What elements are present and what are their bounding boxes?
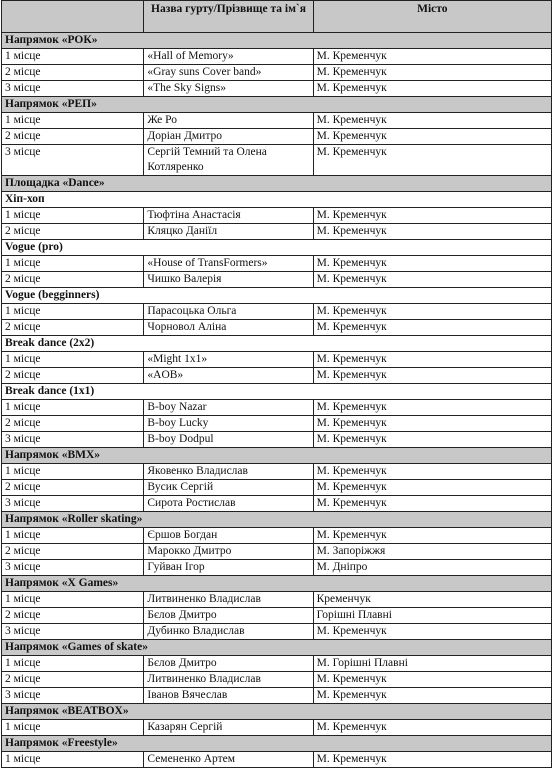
name-cell: Сергій Темний та Олена Котляренко xyxy=(144,145,313,176)
place-cell: 3 місце xyxy=(2,432,144,448)
section-header-row xyxy=(2,576,552,592)
section-title: Напрямок «Freestyle» xyxy=(2,736,552,752)
table-body xyxy=(2,33,552,768)
name-cell: Литвиненко Владислав xyxy=(144,672,313,688)
table-row xyxy=(2,752,552,768)
place-cell: 2 місце xyxy=(2,129,144,145)
place-cell: 2 місце xyxy=(2,416,144,432)
place-cell: 1 місце xyxy=(2,464,144,480)
name-cell: Казарян Сергій xyxy=(144,720,313,736)
subsection-header-row xyxy=(2,288,552,304)
table-row xyxy=(2,65,552,81)
place-cell: 2 місце xyxy=(2,368,144,384)
city-cell: М. Кременчук xyxy=(313,480,551,496)
subsection-title: Break dance (1x1) xyxy=(2,384,552,400)
table-row xyxy=(2,688,552,704)
city-cell: М. Кременчук xyxy=(313,624,551,640)
name-cell: «AOB» xyxy=(144,368,313,384)
table-row xyxy=(2,656,552,672)
city-cell: М. Кременчук xyxy=(313,752,551,768)
city-cell: М. Кременчук xyxy=(313,81,551,97)
section-header-row xyxy=(2,97,552,113)
place-cell: 2 місце xyxy=(2,272,144,288)
place-cell: 3 місце xyxy=(2,145,144,176)
table-row xyxy=(2,129,552,145)
city-cell: М. Кременчук xyxy=(313,672,551,688)
city-cell: М. Кременчук xyxy=(313,528,551,544)
name-cell: Чишко Валерія xyxy=(144,272,313,288)
table-row xyxy=(2,49,552,65)
name-cell: Литвиненко Владислав xyxy=(144,592,313,608)
name-cell: Гуйван Ігор xyxy=(144,560,313,576)
section-title: Напрямок «X Games» xyxy=(2,576,552,592)
name-cell: Кляцко Даніїл xyxy=(144,224,313,240)
name-cell: Доріан Дмитро xyxy=(144,129,313,145)
results-table xyxy=(1,0,552,768)
name-cell: Бєлов Дмитро xyxy=(144,608,313,624)
table-row xyxy=(2,464,552,480)
table-row xyxy=(2,624,552,640)
section-title: Напрямок «Roller skating» xyxy=(2,512,552,528)
name-cell: «Might 1x1» xyxy=(144,352,313,368)
place-cell: 2 місце xyxy=(2,544,144,560)
city-cell: М. Кременчук xyxy=(313,256,551,272)
header-row xyxy=(2,1,552,33)
table-row xyxy=(2,480,552,496)
table-row xyxy=(2,720,552,736)
name-cell: «Gray suns Cover band» xyxy=(144,65,313,81)
name-cell: Дубинко Владислав xyxy=(144,624,313,640)
section-header-row xyxy=(2,33,552,49)
table-row xyxy=(2,304,552,320)
place-cell: 3 місце xyxy=(2,624,144,640)
table-row xyxy=(2,528,552,544)
city-cell: М. Кременчук xyxy=(313,65,551,81)
place-cell: 1 місце xyxy=(2,352,144,368)
place-cell: 3 місце xyxy=(2,81,144,97)
name-cell: Марокко Дмитро xyxy=(144,544,313,560)
place-cell: 2 місце xyxy=(2,608,144,624)
table-row xyxy=(2,560,552,576)
name-cell: Же Ро xyxy=(144,113,313,129)
header-name: Назва гурту/Прізвище та ім`я xyxy=(144,1,313,33)
section-header-row xyxy=(2,704,552,720)
name-cell: Яковенко Владислав xyxy=(144,464,313,480)
city-cell: М. Кременчук xyxy=(313,113,551,129)
table-row xyxy=(2,224,552,240)
section-title: Напрямок «Games of skate» xyxy=(2,640,552,656)
name-cell: «The Sky Signs» xyxy=(144,81,313,97)
table-row xyxy=(2,81,552,97)
subsection-title: Vogue (pro) xyxy=(2,240,552,256)
table-row xyxy=(2,432,552,448)
table-row xyxy=(2,256,552,272)
place-cell: 3 місце xyxy=(2,560,144,576)
table-row xyxy=(2,368,552,384)
subsection-header-row xyxy=(2,384,552,400)
city-cell: М. Кременчук xyxy=(313,304,551,320)
name-cell: B-boy Dodpul xyxy=(144,432,313,448)
subsection-header-row xyxy=(2,336,552,352)
city-cell: М. Кременчук xyxy=(313,464,551,480)
table-row xyxy=(2,272,552,288)
city-cell: М. Кременчук xyxy=(313,400,551,416)
name-cell: Чорновол Аліна xyxy=(144,320,313,336)
place-cell: 2 місце xyxy=(2,65,144,81)
place-cell: 3 місце xyxy=(2,688,144,704)
name-cell: Тюфтіна Анастасія xyxy=(144,208,313,224)
name-cell: B-boy Lucky xyxy=(144,416,313,432)
subsection-title: Break dance (2x2) xyxy=(2,336,552,352)
city-cell: М. Кременчук xyxy=(313,432,551,448)
city-cell: М. Кременчук xyxy=(313,272,551,288)
header-city: Місто xyxy=(313,1,551,33)
place-cell: 2 місце xyxy=(2,224,144,240)
section-title: Напрямок «РОК» xyxy=(2,33,552,49)
city-cell: М. Кременчук xyxy=(313,145,551,176)
section-title: Напрямок «BMX» xyxy=(2,448,552,464)
subsection-title: Vogue (begginners) xyxy=(2,288,552,304)
name-cell: Бєлов Дмитро xyxy=(144,656,313,672)
city-cell: М. Запоріжжя xyxy=(313,544,551,560)
name-cell: Єршов Богдан xyxy=(144,528,313,544)
city-cell: М. Кременчук xyxy=(313,688,551,704)
city-cell: М. Дніпро xyxy=(313,560,551,576)
city-cell: М. Кременчук xyxy=(313,368,551,384)
place-cell: 1 місце xyxy=(2,752,144,768)
table-row xyxy=(2,672,552,688)
city-cell: М. Кременчук xyxy=(313,352,551,368)
section-title: Напрямок «РЕП» xyxy=(2,97,552,113)
place-cell: 1 місце xyxy=(2,304,144,320)
subsection-header-row xyxy=(2,192,552,208)
name-cell: Семененко Артем xyxy=(144,752,313,768)
city-cell: М. Горішні Плавні xyxy=(313,656,551,672)
subsection-header-row xyxy=(2,240,552,256)
place-cell: 2 місце xyxy=(2,320,144,336)
table-row xyxy=(2,320,552,336)
name-cell: Вусик Сергій xyxy=(144,480,313,496)
table-row xyxy=(2,145,552,176)
place-cell: 1 місце xyxy=(2,49,144,65)
table-row xyxy=(2,496,552,512)
table-row xyxy=(2,400,552,416)
table-row xyxy=(2,416,552,432)
place-cell: 1 місце xyxy=(2,113,144,129)
table-row xyxy=(2,208,552,224)
table-row xyxy=(2,113,552,129)
city-cell: Кременчук xyxy=(313,592,551,608)
place-cell: 1 місце xyxy=(2,208,144,224)
section-header-row xyxy=(2,736,552,752)
name-cell: Сирота Ростислав xyxy=(144,496,313,512)
header-place xyxy=(2,1,144,33)
place-cell: 2 місце xyxy=(2,480,144,496)
city-cell: М. Кременчук xyxy=(313,129,551,145)
name-cell: B-boy Nazar xyxy=(144,400,313,416)
section-header-row xyxy=(2,176,552,192)
section-title: Площадка «Dance» xyxy=(2,176,552,192)
table-row xyxy=(2,608,552,624)
table-row xyxy=(2,544,552,560)
city-cell: М. Кременчук xyxy=(313,49,551,65)
city-cell: М. Кременчук xyxy=(313,416,551,432)
city-cell: М. Кременчук xyxy=(313,320,551,336)
name-cell: «House of TransFormers» xyxy=(144,256,313,272)
city-cell: М. Кременчук xyxy=(313,224,551,240)
place-cell: 1 місце xyxy=(2,720,144,736)
city-cell: М. Кременчук xyxy=(313,208,551,224)
name-cell: Парасоцька Ольга xyxy=(144,304,313,320)
city-cell: М. Кременчук xyxy=(313,496,551,512)
section-header-row xyxy=(2,640,552,656)
place-cell: 1 місце xyxy=(2,528,144,544)
table-row xyxy=(2,352,552,368)
place-cell: 1 місце xyxy=(2,256,144,272)
name-cell: «Hall of Memory» xyxy=(144,49,313,65)
city-cell: Горішні Плавні xyxy=(313,608,551,624)
place-cell: 1 місце xyxy=(2,400,144,416)
section-header-row xyxy=(2,448,552,464)
table-row xyxy=(2,592,552,608)
name-cell: Іванов Вячеслав xyxy=(144,688,313,704)
section-title: Напрямок «BEATBOX» xyxy=(2,704,552,720)
place-cell: 3 місце xyxy=(2,496,144,512)
place-cell: 2 місце xyxy=(2,672,144,688)
place-cell: 1 місце xyxy=(2,592,144,608)
section-header-row xyxy=(2,512,552,528)
place-cell: 1 місце xyxy=(2,656,144,672)
city-cell: М. Кременчук xyxy=(313,720,551,736)
subsection-title: Хіп-хоп xyxy=(2,192,552,208)
